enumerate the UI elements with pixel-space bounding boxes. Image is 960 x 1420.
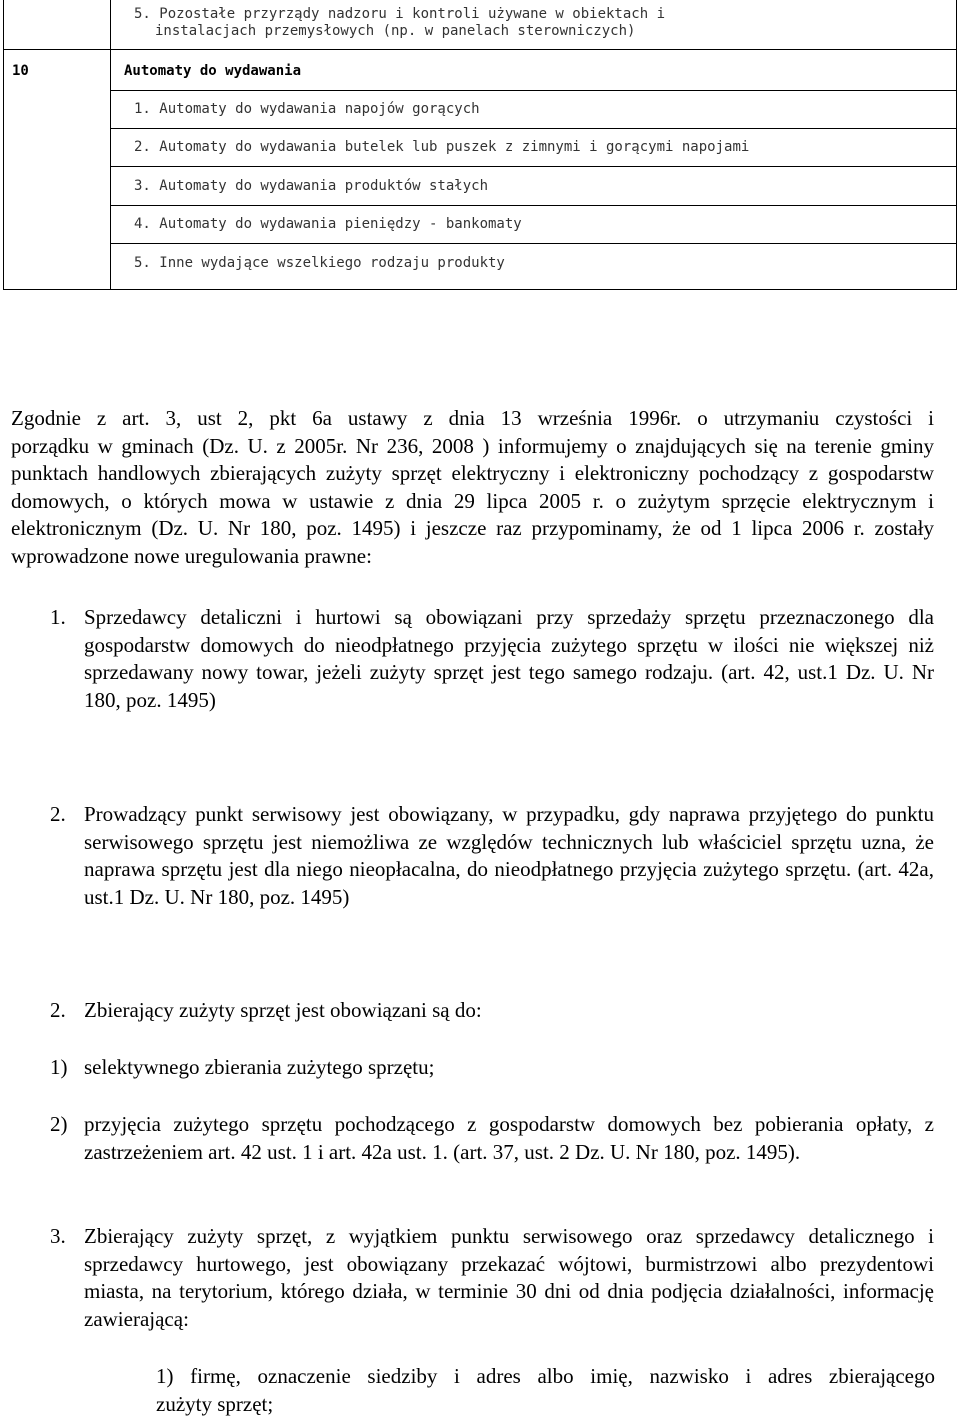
table-row-divider [4, 49, 956, 50]
table-row-heading: Automaty do wydawania [124, 63, 302, 79]
item-number: 2. [50, 998, 66, 1022]
table-row-divider [110, 90, 956, 91]
subitem-text: zużyty sprzęt; [156, 1392, 274, 1416]
table-row-divider [110, 128, 956, 129]
subitem-text: przyjęcia zużytego sprzętu pochodzącego z gospodarstw domowych bez pobierania opłaty, z zastrzeżeniem art. 42 ust. 1 i art. 42a ust. 1. (art. 37, ust. 2 Dz. U. Nr 180, poz. 1495). [84, 1112, 934, 1164]
table-item-text: 5. Inne wydające wszelkiego rodzaju produkty [134, 255, 505, 271]
item-paragraph: Zbierający zużyty sprzęt jest obowiązani są do: [84, 998, 482, 1022]
table-row-divider [110, 205, 956, 206]
table-row-number: 10 [12, 63, 29, 79]
table-row-divider [110, 166, 956, 167]
intro-first-line: Zgodnie z art. 3, ust 2, pkt 6a ustawy z dnia 13 września 1996r. o utrzymaniu czystości i [11, 406, 934, 430]
subitem-number: 2) [50, 1112, 68, 1136]
item-paragraph: Sprzedawcy detaliczni i hurtowi są obowiązani przy sprzedaży sprzętu przeznaczonego dla gospodarstw domowych do nieodpłatnego przyjęcia zużytego sprzętu w ilości nie większej niż sprzedawany nowy towar, jeżeli zużyty sprzęt jest tego samego rodzaju. (art. 42, ust.1 Dz. U. Nr 180, poz. 1495) [84, 605, 934, 712]
subitem-number: 1) [50, 1055, 68, 1079]
item-number: 1. [50, 605, 66, 629]
table-item-text: instalacjach przemysłowych (np. w panelach sterowniczych) [155, 23, 636, 39]
item-paragraph: Prowadzący punkt serwisowy jest obowiązany, w przypadku, gdy naprawa przyjętego do punktu serwisowego sprzętu jest niemożliwa ze względów technicznych lub właściciel sprzętu uzna, że naprawa sprzętu jest dla niego nieopłacalna, do nieodpłatnego przyjęcia zużytego sprzętu. (art. 42a, ust.1 Dz. U. Nr 180, poz. 1495) [84, 802, 934, 909]
item-number: 3. [50, 1224, 66, 1248]
subitem-text: 1) firmę, oznaczenie siedziby i adres albo imię, nazwisko i adres zbierającego [156, 1364, 935, 1388]
table-item-text: 3. Automaty do wydawania produktów stałych [134, 178, 489, 194]
item-paragraph: Zbierający zużyty sprzęt, z wyjątkiem punktu serwisowego oraz sprzedawcy detalicznego i sprzedawcy hurtowego, jest obowiązany przekazać wójtowi, burmistrzowi albo prezydentowi miasta, na terytorium, którego działa, w terminie 30 dni od dnia podjęcia działalności, informację zawierającą: [84, 1224, 934, 1331]
subitem-text: selektywnego zbierania zużytego sprzętu; [84, 1055, 435, 1079]
table-column-divider [110, 0, 111, 289]
table-item-text: 4. Automaty do wydawania pieniędzy - bankomaty [134, 216, 522, 232]
table-item-text: 5. Pozostałe przyrządy nadzoru i kontroli używane w obiektach i [134, 6, 666, 22]
table-item-text: 1. Automaty do wydawania napojów gorących [134, 101, 480, 117]
table-row-divider [110, 243, 956, 244]
table-item-text: 2. Automaty do wydawania butelek lub puszek z zimnymi i gorącymi napojami [134, 139, 750, 155]
intro-paragraph: porządku w gminach (Dz. U. z 2005r. Nr 236, 2008 ) informujemy o znajdujących się na terenie gminy punktach handlowych zbierających zużyty sprzęt elektryczny i elektroniczny pochodzący z gospodarstw domowych, o których mowa w ustawie z dnia 29 lipca 2005 r. o zużytym sprzęcie elektrycznym i elektronicznym (Dz. U. Nr 180, poz. 1495) i jeszcze raz przypominamy, że od 1 lipca 2006 r. zostały wprowadzone nowe uregulowania prawne: [11, 433, 934, 568]
item-number: 2. [50, 802, 66, 826]
